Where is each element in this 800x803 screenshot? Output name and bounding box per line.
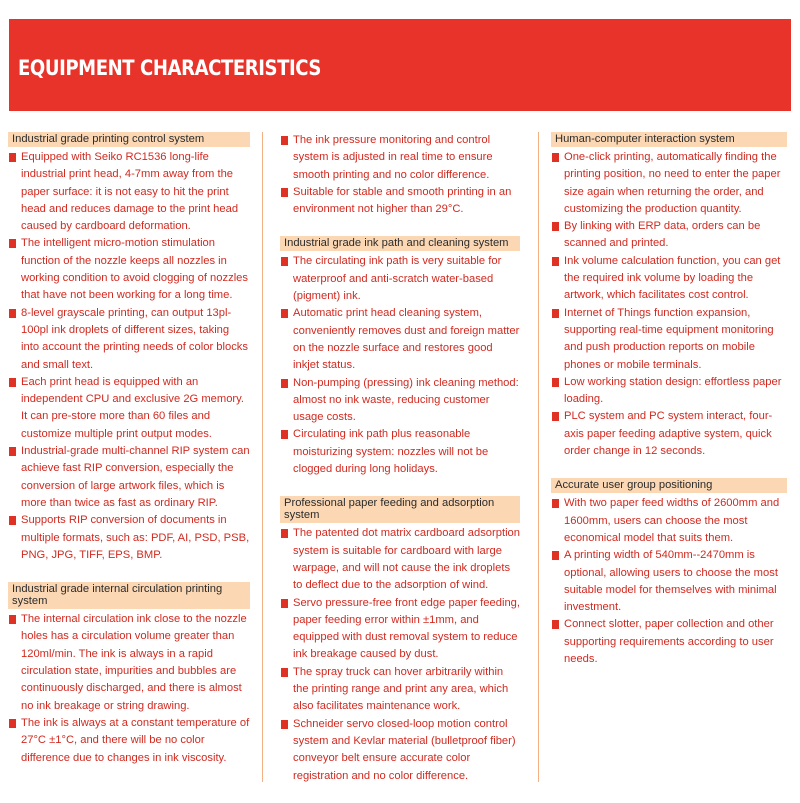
feature-text: Suitable for stable and smooth printing in an environment not higher than 29°C. <box>293 185 512 216</box>
feature-item <box>551 253 787 305</box>
feature-text: By linking with ERP data, orders can be scanned and printed. <box>564 220 761 250</box>
feature-text: A printing width of 540mm--2470mm is optional, allowing users to choose the most suitable model for themselves with minimal investment. <box>564 549 778 614</box>
column-divider <box>262 132 263 782</box>
feature-text: One-click printing, automatically finding the printing position, no need to enter the paper size again when returning the order, and customizing the production quantity. <box>564 151 781 215</box>
feature-item <box>8 443 250 512</box>
section-heading: Industrial grade printing control system <box>8 132 250 147</box>
feature-text: The ink pressure monitoring and control system is adjusted in real time to ensure smooth printing and no color difference. <box>293 134 493 181</box>
square-bullet-icon <box>552 378 559 387</box>
column-divider <box>538 132 539 782</box>
feature-item <box>280 184 520 219</box>
feature-section <box>551 478 787 668</box>
square-bullet-icon <box>281 668 288 677</box>
square-bullet-icon <box>9 153 16 162</box>
square-bullet-icon <box>281 257 288 266</box>
feature-text: With two paper feed widths of 2600mm and 1600mm, users can choose the most economical model that suits them. <box>564 497 780 544</box>
feature-text: Each print head is equipped with an independent CPU and exclusive 2G memory. It can pre-store more than 60 files and customize multiple print output modes. <box>21 375 245 440</box>
square-bullet-icon <box>552 620 559 629</box>
feature-text: Automatic print head cleaning system, conveniently removes dust and foreign matter on the nozzle surface and restores good inkjet status. <box>293 307 520 372</box>
feature-text: Low working station design: effortless paper loading. <box>564 375 782 406</box>
square-bullet-icon <box>9 719 16 728</box>
square-bullet-icon <box>281 188 288 197</box>
feature-text: Non-pumping (pressing) ink cleaning method: almost no ink waste, reducing customer usage costs. <box>293 376 519 424</box>
square-bullet-icon <box>552 412 559 421</box>
feature-item <box>8 512 250 564</box>
feature-item <box>280 664 520 716</box>
feature-item <box>551 218 787 253</box>
feature-item <box>280 132 520 184</box>
feature-section <box>8 132 250 564</box>
feature-text: Circulating ink path plus reasonable moisturizing system: nozzles will not be clogged during long holidays. <box>293 428 489 476</box>
column-3 <box>551 132 787 686</box>
feature-item <box>280 253 520 305</box>
feature-item <box>280 305 520 374</box>
feature-text: Supports RIP conversion of documents in multiple formats, such as: PDF, AI, PSD, PSB, PNG, JPG, TIFF, EPS, BMP. <box>21 514 250 561</box>
feature-section <box>280 496 520 784</box>
section-heading: Human-computer interaction system <box>551 132 787 147</box>
square-bullet-icon <box>552 153 559 162</box>
feature-item <box>8 305 250 374</box>
feature-text: The intelligent micro-motion stimulation function of the nozzle keeps all nozzles in working condition to avoid clogging of nozzles that have not been working for a long time. <box>21 237 248 302</box>
feature-item <box>8 149 250 235</box>
feature-item <box>551 547 787 616</box>
feature-text: 8-level grayscale printing, can output 13pl-100pl ink droplets of different sizes, taking into account the printing needs of color blocks and small text. <box>21 306 248 371</box>
feature-item <box>8 374 250 443</box>
feature-text: Connect slotter, paper collection and other supporting requirements according to user needs. <box>564 618 774 666</box>
feature-item <box>551 374 787 409</box>
section-heading: Industrial grade internal circulation printing system <box>8 582 250 609</box>
feature-item <box>280 426 520 478</box>
square-bullet-icon <box>9 239 16 248</box>
column-2 <box>280 132 520 803</box>
feature-item <box>280 595 520 664</box>
feature-section <box>8 582 250 767</box>
square-bullet-icon <box>281 430 288 439</box>
feature-text: Equipped with Seiko RC1536 long-life industrial print head, 4-7mm away from the paper surface: it is not easy to hit the print head and reduces damage to the print head caused by cardboard deformation. <box>21 151 239 233</box>
feature-text: Industrial-grade multi-channel RIP system can achieve fast RIP conversion, especially the conversion of large artwork files, which is more than twice as fast as ordinary RIP. <box>21 445 250 509</box>
section-heading: Industrial grade ink path and cleaning system <box>280 236 520 251</box>
square-bullet-icon <box>9 309 16 318</box>
feature-item <box>8 611 250 715</box>
square-bullet-icon <box>281 136 288 145</box>
feature-item <box>551 495 787 547</box>
feature-item <box>280 716 520 785</box>
feature-item <box>280 525 520 594</box>
square-bullet-icon <box>281 720 288 729</box>
square-bullet-icon <box>9 615 16 624</box>
square-bullet-icon <box>281 529 288 538</box>
square-bullet-icon <box>281 599 288 608</box>
feature-text: The ink is always at a constant temperature of 27°C ±1°C, and there will be no color difference due to changes in ink viscosity. <box>21 716 250 764</box>
feature-text: The circulating ink path is very suitable for waterproof and anti-scratch water-based (pigment) ink. <box>293 255 502 303</box>
column-1 <box>8 132 250 785</box>
feature-text: Schneider servo closed-loop motion control system and Kevlar material (bulletproof fiber) conveyor belt ensure accurate color registration and no color difference. <box>293 717 516 782</box>
square-bullet-icon <box>9 447 16 456</box>
page-title: EQUIPMENT CHARACTERISTICS <box>18 56 322 80</box>
feature-text: Servo pressure-free front edge paper feeding, paper feeding error within ±1mm, and equipped with dust removal system to reduce ink breakage caused by dust. <box>293 596 520 661</box>
feature-item <box>280 375 520 427</box>
feature-text: The internal circulation ink close to the nozzle holes has a circulation volume greater than 120ml/min. The ink is always in a rapid circulation state, impurities and bubbles are continuously discharged, and there is almost no ink breakage or string drawing. <box>21 613 247 712</box>
square-bullet-icon <box>552 222 559 231</box>
square-bullet-icon <box>552 309 559 318</box>
square-bullet-icon <box>9 516 16 525</box>
square-bullet-icon <box>552 499 559 508</box>
feature-section <box>551 132 787 460</box>
feature-text: Ink volume calculation function, you can get the required ink volume by loading the artwork, which facilitates cost control. <box>564 254 781 302</box>
square-bullet-icon <box>552 551 559 560</box>
square-bullet-icon <box>9 378 16 387</box>
feature-text: PLC system and PC system interact, four-axis paper feeding adaptive system, quick order change in 12 seconds. <box>564 410 773 458</box>
feature-item <box>551 616 787 668</box>
feature-text: Internet of Things function expansion, supporting real-time equipment monitoring and push production reports on mobile phones or mobile terminals. <box>564 306 774 371</box>
feature-item <box>551 149 787 218</box>
section-heading: Accurate user group positioning <box>551 478 787 493</box>
square-bullet-icon <box>281 379 288 388</box>
square-bullet-icon <box>281 309 288 318</box>
feature-section <box>280 132 520 218</box>
feature-section <box>280 236 520 478</box>
feature-item <box>551 408 787 460</box>
square-bullet-icon <box>552 257 559 266</box>
feature-item <box>8 715 250 767</box>
feature-text: The patented dot matrix cardboard adsorption system is suitable for cardboard with large warpage, and will not cause the ink droplets to deflect due to the adsorption of wind. <box>293 527 520 592</box>
feature-text: The spray truck can hover arbitrarily within the printing range and print any area, which also facilitates maintenance work. <box>293 665 509 713</box>
feature-item <box>8 235 250 304</box>
section-heading: Professional paper feeding and adsorption system <box>280 496 520 523</box>
feature-item <box>551 305 787 374</box>
